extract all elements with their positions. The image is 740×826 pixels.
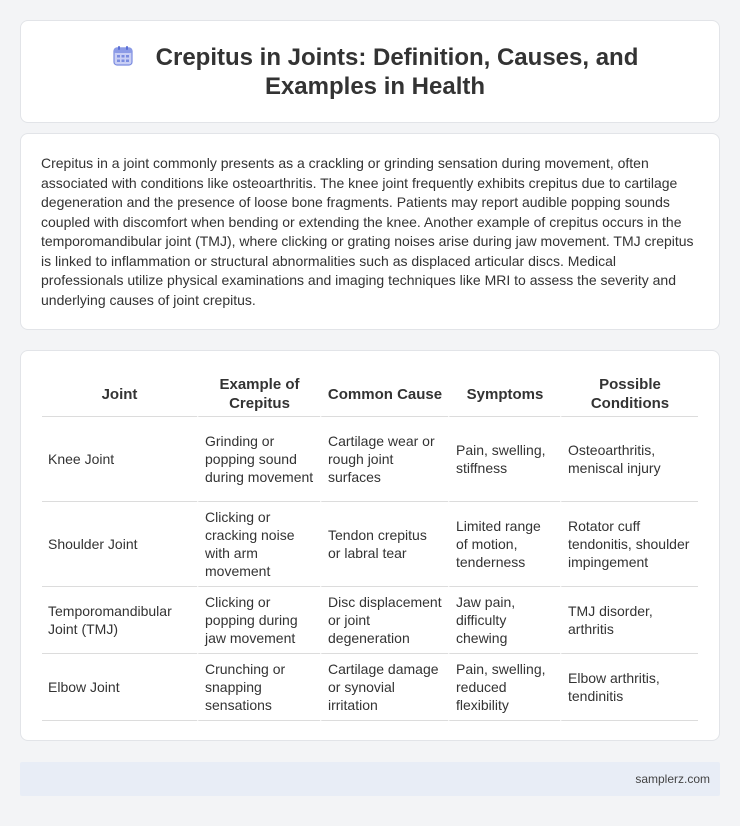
- intro-paragraph: Crepitus in a joint commonly presents as a crackling or grinding sensation during movement, often associated with conditions like osteoarthritis. The knee joint frequently exhibits crepitus due to cartilage degeneration and the presence of loose bone fragments. Patients may report audible popping sounds coupled with discomfort when bending or extending the knee. Another example of crepitus occurs in the temporomandibular joint (TMJ), where clicking or grating noises arise during jaw movement. TMJ crepitus is linked to inflammation or structural abnormalities such as displaced articular discs. Medical professionals utilize physical examinations and imaging techniques like MRI to assess the severity and underlying causes of joint crepitus.: [41, 155, 694, 308]
- cell-cause: Tendon crepitus or labral tear: [320, 502, 448, 587]
- cell-conditions: TMJ disorder, arthritis: [560, 587, 698, 654]
- cell-conditions: Osteoarthritis, meniscal injury: [560, 417, 698, 502]
- cell-example: Grinding or popping sound during movement: [197, 417, 320, 502]
- table-row: [42, 654, 698, 721]
- cell-symptoms: Limited range of motion, tenderness: [448, 502, 560, 587]
- footer-bar: [20, 762, 720, 796]
- table-row: [42, 417, 698, 502]
- cell-conditions: Rotator cuff tendonitis, shoulder impingement: [560, 502, 698, 587]
- footer-site-link[interactable]: samplerz.com: [635, 772, 710, 786]
- cell-joint: Knee Joint: [42, 417, 197, 502]
- crepitus-table: [42, 371, 698, 721]
- table-row: [42, 502, 698, 587]
- table-card: [20, 350, 720, 741]
- cell-cause: Disc displacement or joint degeneration: [320, 587, 448, 654]
- cell-symptoms: Pain, swelling, stiffness: [448, 417, 560, 502]
- page-title-text: Crepitus in Joints: Definition, Causes, and Examples in Health: [155, 44, 639, 100]
- cell-joint: Shoulder Joint: [42, 502, 197, 587]
- table-row: [42, 587, 698, 654]
- cell-symptoms: Pain, swelling, reduced flexibility: [448, 654, 560, 721]
- cell-symptoms: Jaw pain, difficulty chewing: [448, 587, 560, 654]
- header-symptoms: Symptoms: [448, 371, 560, 417]
- header-example: Example of Crepitus: [197, 371, 320, 417]
- intro-card: [20, 133, 720, 330]
- calendar-icon: [112, 45, 134, 67]
- cell-example: Clicking or popping during jaw movement: [197, 587, 320, 654]
- cell-cause: Cartilage wear or rough joint surfaces: [320, 417, 448, 502]
- table-header-row: [42, 371, 698, 417]
- cell-example: Clicking or cracking noise with arm movement: [197, 502, 320, 587]
- page-title: [61, 43, 689, 101]
- cell-joint: Temporomandibular Joint (TMJ): [42, 587, 197, 654]
- header-conditions: Possible Conditions: [560, 371, 698, 417]
- cell-joint: Elbow Joint: [42, 654, 197, 721]
- header-cause: Common Cause: [320, 371, 448, 417]
- title-card: [20, 20, 720, 123]
- cell-cause: Cartilage damage or synovial irritation: [320, 654, 448, 721]
- cell-example: Crunching or snapping sensations: [197, 654, 320, 721]
- header-joint: Joint: [42, 371, 197, 417]
- cell-conditions: Elbow arthritis, tendinitis: [560, 654, 698, 721]
